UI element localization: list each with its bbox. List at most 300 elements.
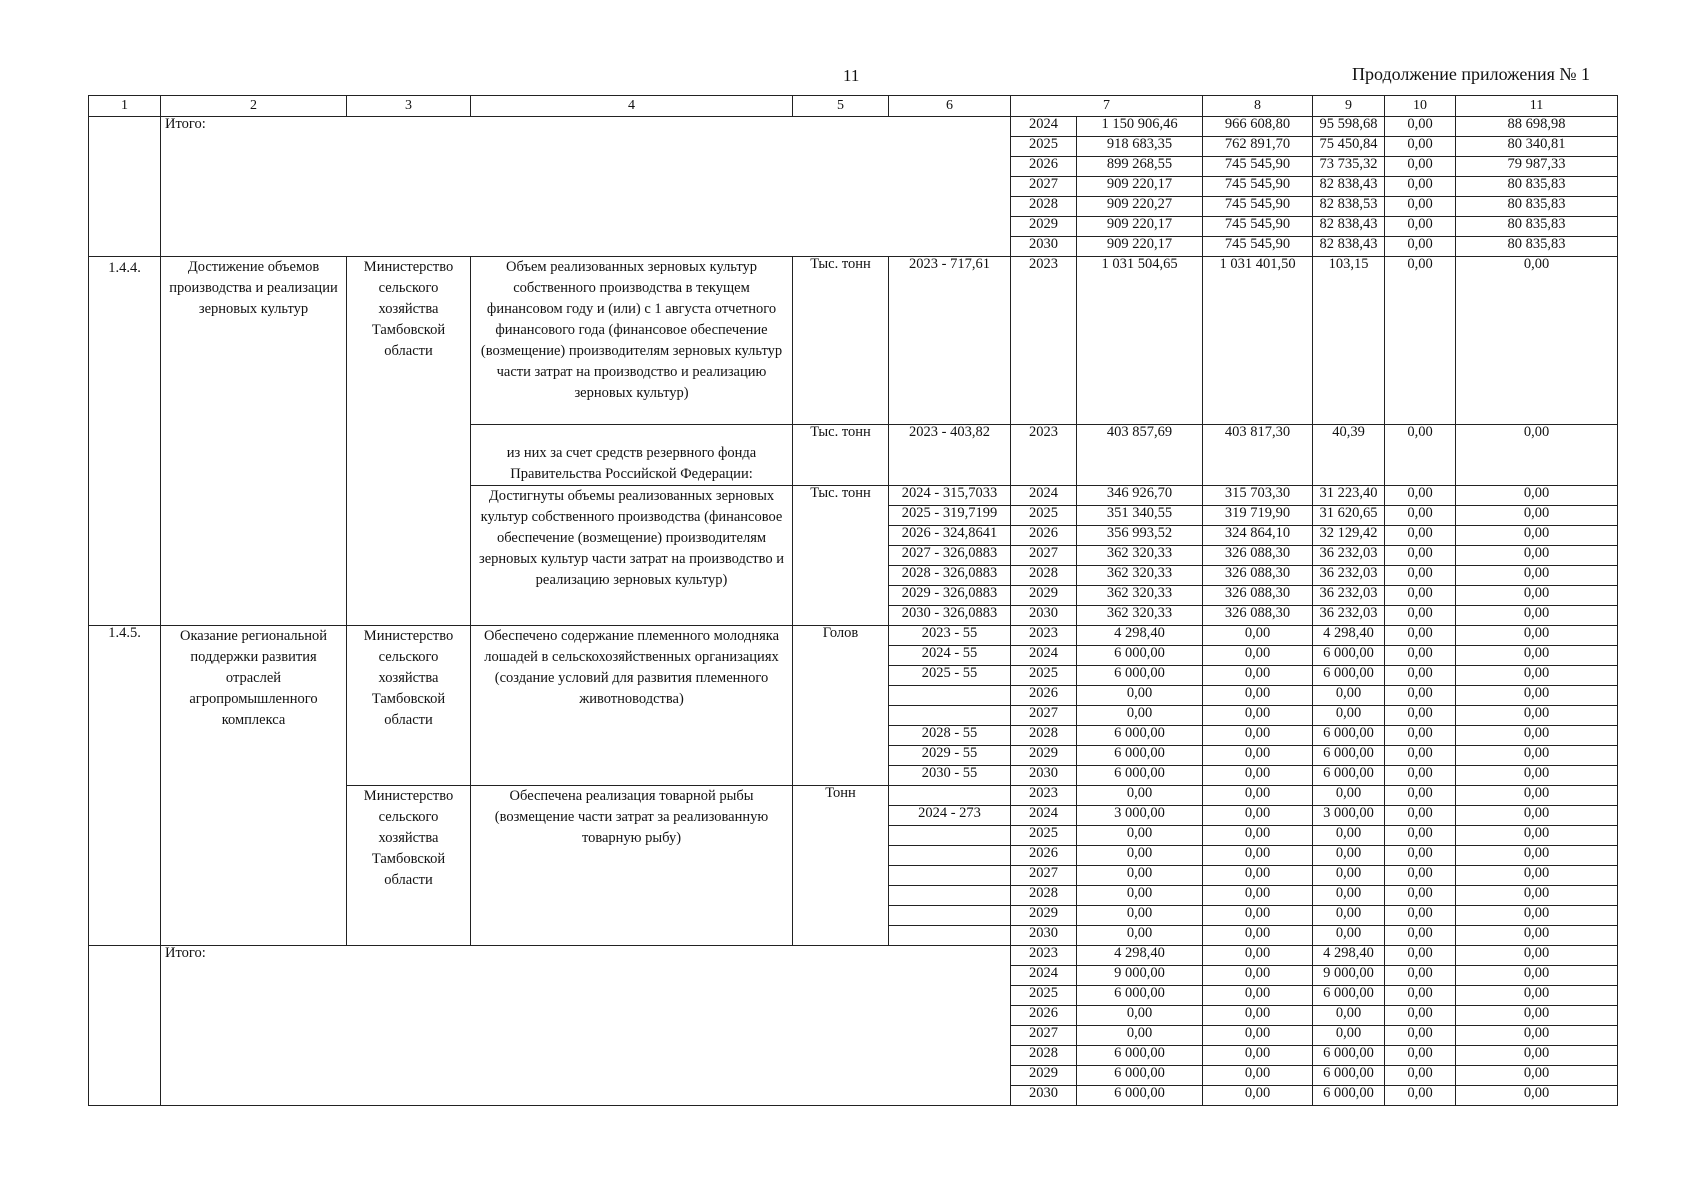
- year-cell: 2023: [1011, 626, 1077, 646]
- total-cell: 1 031 504,65: [1077, 257, 1203, 425]
- unit-cell: Голов: [793, 626, 889, 786]
- indicator-text: Достигнуты объемы реализованных зерновых культур собственного производства (финансовое обеспечение (возмещение) производителям зерновых культур части затрат на производство и реализацию зерновых культур): [471, 486, 793, 626]
- responsible-org: Министерство сельского хозяйства Тамбовской области: [347, 786, 471, 946]
- regional-cell: 0,00: [1313, 1006, 1385, 1026]
- regional-cell: 0,00: [1313, 886, 1385, 906]
- year-cell: 2028: [1011, 566, 1077, 586]
- local-cell: 0,00: [1385, 906, 1456, 926]
- target-cell: [889, 826, 1011, 846]
- regional-cell: 6 000,00: [1313, 646, 1385, 666]
- federal-cell: 0,00: [1203, 846, 1313, 866]
- year-cell: 2026: [1011, 686, 1077, 706]
- column-header: 7: [1011, 96, 1203, 117]
- year-cell: 2029: [1011, 586, 1077, 606]
- year-cell: 2030: [1011, 237, 1077, 257]
- regional-cell: 82 838,53: [1313, 197, 1385, 217]
- table-body: [89, 96, 1618, 1106]
- total-cell: 6 000,00: [1077, 1046, 1203, 1066]
- empty-cell: [89, 117, 161, 257]
- total-cell: 0,00: [1077, 686, 1203, 706]
- target-cell: [889, 866, 1011, 886]
- target-cell: [889, 686, 1011, 706]
- year-cell: 2028: [1011, 1046, 1077, 1066]
- local-cell: 0,00: [1385, 526, 1456, 546]
- local-cell: 0,00: [1385, 586, 1456, 606]
- local-cell: 0,00: [1385, 866, 1456, 886]
- regional-cell: 6 000,00: [1313, 726, 1385, 746]
- target-cell: [889, 926, 1011, 946]
- regional-cell: 6 000,00: [1313, 1066, 1385, 1086]
- target-cell: 2028 - 55: [889, 726, 1011, 746]
- total-cell: 0,00: [1077, 706, 1203, 726]
- year-cell: 2025: [1011, 137, 1077, 157]
- year-cell: 2023: [1011, 946, 1077, 966]
- year-cell: 2025: [1011, 826, 1077, 846]
- target-cell: [889, 886, 1011, 906]
- extra-cell: 0,00: [1456, 566, 1618, 586]
- table-row: [89, 946, 1618, 966]
- federal-cell: 0,00: [1203, 966, 1313, 986]
- federal-cell: 0,00: [1203, 726, 1313, 746]
- unit-cell: Тыс. тонн: [793, 425, 889, 486]
- year-cell: 2026: [1011, 1006, 1077, 1026]
- target-cell: 2024 - 273: [889, 806, 1011, 826]
- regional-cell: 6 000,00: [1313, 766, 1385, 786]
- total-cell: 356 993,52: [1077, 526, 1203, 546]
- extra-cell: 79 987,33: [1456, 157, 1618, 177]
- federal-cell: 745 545,90: [1203, 237, 1313, 257]
- extra-cell: 0,00: [1456, 886, 1618, 906]
- year-cell: 2030: [1011, 926, 1077, 946]
- year-cell: 2029: [1011, 1066, 1077, 1086]
- total-cell: 6 000,00: [1077, 766, 1203, 786]
- total-cell: 6 000,00: [1077, 726, 1203, 746]
- regional-cell: 31 223,40: [1313, 486, 1385, 506]
- unit-cell: Тыс. тонн: [793, 486, 889, 626]
- regional-cell: 3 000,00: [1313, 806, 1385, 826]
- total-cell: 0,00: [1077, 886, 1203, 906]
- regional-cell: 0,00: [1313, 926, 1385, 946]
- federal-cell: 745 545,90: [1203, 157, 1313, 177]
- target-cell: 2029 - 326,0883: [889, 586, 1011, 606]
- year-cell: 2027: [1011, 866, 1077, 886]
- column-header: 8: [1203, 96, 1313, 117]
- extra-cell: 80 835,83: [1456, 217, 1618, 237]
- year-cell: 2028: [1011, 886, 1077, 906]
- column-header: 10: [1385, 96, 1456, 117]
- total-cell: 362 320,33: [1077, 606, 1203, 626]
- target-cell: 2023 - 403,82: [889, 425, 1011, 486]
- federal-cell: 326 088,30: [1203, 546, 1313, 566]
- regional-cell: 36 232,03: [1313, 546, 1385, 566]
- column-header: 5: [793, 96, 889, 117]
- federal-cell: 0,00: [1203, 786, 1313, 806]
- column-header: 1: [89, 96, 161, 117]
- target-cell: 2029 - 55: [889, 746, 1011, 766]
- extra-cell: 0,00: [1456, 966, 1618, 986]
- target-cell: 2025 - 55: [889, 666, 1011, 686]
- total-label: Итого:: [161, 117, 1011, 257]
- year-cell: 2023: [1011, 786, 1077, 806]
- federal-cell: 315 703,30: [1203, 486, 1313, 506]
- total-cell: 4 298,40: [1077, 626, 1203, 646]
- year-cell: 2027: [1011, 706, 1077, 726]
- total-label: Итого:: [161, 946, 1011, 1106]
- extra-cell: 0,00: [1456, 726, 1618, 746]
- regional-cell: 6 000,00: [1313, 666, 1385, 686]
- regional-cell: 6 000,00: [1313, 746, 1385, 766]
- federal-cell: 0,00: [1203, 766, 1313, 786]
- year-cell: 2025: [1011, 666, 1077, 686]
- total-cell: 6 000,00: [1077, 746, 1203, 766]
- local-cell: 0,00: [1385, 177, 1456, 197]
- table-row: [89, 257, 1618, 425]
- federal-cell: 0,00: [1203, 926, 1313, 946]
- local-cell: 0,00: [1385, 886, 1456, 906]
- regional-cell: 0,00: [1313, 686, 1385, 706]
- local-cell: 0,00: [1385, 786, 1456, 806]
- local-cell: 0,00: [1385, 806, 1456, 826]
- target-cell: [889, 846, 1011, 866]
- extra-cell: 0,00: [1456, 606, 1618, 626]
- column-header: 11: [1456, 96, 1618, 117]
- target-cell: 2028 - 326,0883: [889, 566, 1011, 586]
- regional-cell: 36 232,03: [1313, 566, 1385, 586]
- local-cell: 0,00: [1385, 926, 1456, 946]
- year-cell: 2026: [1011, 526, 1077, 546]
- target-cell: 2026 - 324,8641: [889, 526, 1011, 546]
- local-cell: 0,00: [1385, 646, 1456, 666]
- local-cell: 0,00: [1385, 425, 1456, 486]
- federal-cell: 319 719,90: [1203, 506, 1313, 526]
- extra-cell: 0,00: [1456, 826, 1618, 846]
- federal-cell: 0,00: [1203, 686, 1313, 706]
- year-cell: 2027: [1011, 177, 1077, 197]
- total-cell: 6 000,00: [1077, 986, 1203, 1006]
- responsible-org: Министерство сельского хозяйства Тамбовской области: [347, 626, 471, 786]
- federal-cell: 0,00: [1203, 666, 1313, 686]
- regional-cell: 95 598,68: [1313, 117, 1385, 137]
- year-cell: 2024: [1011, 646, 1077, 666]
- extra-cell: 0,00: [1456, 546, 1618, 566]
- local-cell: 0,00: [1385, 157, 1456, 177]
- indicator-text: Обеспечена реализация товарной рыбы (возмещение части затрат за реализованную товарную рыбу): [471, 786, 793, 946]
- year-cell: 2023: [1011, 425, 1077, 486]
- total-cell: 0,00: [1077, 926, 1203, 946]
- federal-cell: 0,00: [1203, 646, 1313, 666]
- total-cell: 346 926,70: [1077, 486, 1203, 506]
- total-cell: 6 000,00: [1077, 1086, 1203, 1106]
- total-cell: 0,00: [1077, 1006, 1203, 1026]
- regional-cell: 36 232,03: [1313, 606, 1385, 626]
- year-cell: 2030: [1011, 606, 1077, 626]
- local-cell: 0,00: [1385, 946, 1456, 966]
- regional-cell: 82 838,43: [1313, 177, 1385, 197]
- year-cell: 2030: [1011, 766, 1077, 786]
- regional-cell: 32 129,42: [1313, 526, 1385, 546]
- responsible-org: Министерство сельского хозяйства Тамбовской области: [347, 257, 471, 626]
- total-cell: 4 298,40: [1077, 946, 1203, 966]
- year-cell: 2025: [1011, 986, 1077, 1006]
- extra-cell: 0,00: [1456, 666, 1618, 686]
- local-cell: 0,00: [1385, 197, 1456, 217]
- extra-cell: 0,00: [1456, 486, 1618, 506]
- extra-cell: 0,00: [1456, 1006, 1618, 1026]
- regional-cell: 0,00: [1313, 1026, 1385, 1046]
- regional-cell: 82 838,43: [1313, 217, 1385, 237]
- local-cell: 0,00: [1385, 1006, 1456, 1026]
- page-number: 11: [843, 66, 860, 85]
- table-row: [89, 96, 1618, 117]
- regional-cell: 31 620,65: [1313, 506, 1385, 526]
- section-name: Оказание региональной поддержки развития отраслей агропромышленного комплекса: [161, 626, 347, 946]
- federal-cell: 745 545,90: [1203, 177, 1313, 197]
- local-cell: 0,00: [1385, 826, 1456, 846]
- extra-cell: 0,00: [1456, 506, 1618, 526]
- extra-cell: 88 698,98: [1456, 117, 1618, 137]
- regional-cell: 6 000,00: [1313, 1086, 1385, 1106]
- regional-cell: 82 838,43: [1313, 237, 1385, 257]
- federal-cell: 403 817,30: [1203, 425, 1313, 486]
- federal-cell: 0,00: [1203, 626, 1313, 646]
- total-cell: 909 220,17: [1077, 177, 1203, 197]
- local-cell: 0,00: [1385, 766, 1456, 786]
- local-cell: 0,00: [1385, 606, 1456, 626]
- total-cell: 899 268,55: [1077, 157, 1203, 177]
- extra-cell: 0,00: [1456, 686, 1618, 706]
- local-cell: 0,00: [1385, 506, 1456, 526]
- extra-cell: 0,00: [1456, 906, 1618, 926]
- regional-cell: 6 000,00: [1313, 986, 1385, 1006]
- unit-cell: Тонн: [793, 786, 889, 946]
- extra-cell: 80 835,83: [1456, 237, 1618, 257]
- federal-cell: 762 891,70: [1203, 137, 1313, 157]
- extra-cell: 0,00: [1456, 626, 1618, 646]
- year-cell: 2029: [1011, 906, 1077, 926]
- local-cell: 0,00: [1385, 486, 1456, 506]
- federal-cell: 745 545,90: [1203, 217, 1313, 237]
- column-header: 2: [161, 96, 347, 117]
- table-row: [89, 117, 1618, 137]
- federal-cell: 0,00: [1203, 706, 1313, 726]
- total-cell: 403 857,69: [1077, 425, 1203, 486]
- target-cell: 2023 - 55: [889, 626, 1011, 646]
- local-cell: 0,00: [1385, 1026, 1456, 1046]
- extra-cell: 0,00: [1456, 746, 1618, 766]
- extra-cell: 0,00: [1456, 706, 1618, 726]
- regional-cell: 36 232,03: [1313, 586, 1385, 606]
- local-cell: 0,00: [1385, 137, 1456, 157]
- column-header: 9: [1313, 96, 1385, 117]
- year-cell: 2027: [1011, 1026, 1077, 1046]
- regional-cell: 0,00: [1313, 826, 1385, 846]
- year-cell: 2029: [1011, 746, 1077, 766]
- local-cell: 0,00: [1385, 746, 1456, 766]
- total-cell: 0,00: [1077, 1026, 1203, 1046]
- total-cell: 362 320,33: [1077, 546, 1203, 566]
- year-cell: 2024: [1011, 966, 1077, 986]
- federal-cell: 0,00: [1203, 886, 1313, 906]
- federal-cell: 0,00: [1203, 1026, 1313, 1046]
- year-cell: 2030: [1011, 1086, 1077, 1106]
- year-cell: 2026: [1011, 157, 1077, 177]
- regional-cell: 4 298,40: [1313, 946, 1385, 966]
- extra-cell: 0,00: [1456, 846, 1618, 866]
- total-cell: 0,00: [1077, 786, 1203, 806]
- federal-cell: 0,00: [1203, 1046, 1313, 1066]
- local-cell: 0,00: [1385, 257, 1456, 425]
- total-cell: 0,00: [1077, 846, 1203, 866]
- extra-cell: 0,00: [1456, 526, 1618, 546]
- extra-cell: 0,00: [1456, 257, 1618, 425]
- regional-cell: 9 000,00: [1313, 966, 1385, 986]
- local-cell: 0,00: [1385, 846, 1456, 866]
- local-cell: 0,00: [1385, 237, 1456, 257]
- regional-cell: 0,00: [1313, 866, 1385, 886]
- federal-cell: 0,00: [1203, 1086, 1313, 1106]
- federal-cell: 0,00: [1203, 1066, 1313, 1086]
- federal-cell: 0,00: [1203, 866, 1313, 886]
- year-cell: 2024: [1011, 117, 1077, 137]
- federal-cell: 0,00: [1203, 986, 1313, 1006]
- federal-cell: 324 864,10: [1203, 526, 1313, 546]
- year-cell: 2028: [1011, 197, 1077, 217]
- extra-cell: 0,00: [1456, 786, 1618, 806]
- federal-cell: 0,00: [1203, 826, 1313, 846]
- year-cell: 2028: [1011, 726, 1077, 746]
- local-cell: 0,00: [1385, 686, 1456, 706]
- federal-cell: 0,00: [1203, 806, 1313, 826]
- column-header: 4: [471, 96, 793, 117]
- local-cell: 0,00: [1385, 986, 1456, 1006]
- local-cell: 0,00: [1385, 966, 1456, 986]
- target-cell: 2024 - 55: [889, 646, 1011, 666]
- empty-cell: [89, 946, 161, 1106]
- local-cell: 0,00: [1385, 566, 1456, 586]
- local-cell: 0,00: [1385, 1066, 1456, 1086]
- extra-cell: 0,00: [1456, 1066, 1618, 1086]
- regional-cell: 6 000,00: [1313, 1046, 1385, 1066]
- federal-cell: 0,00: [1203, 1006, 1313, 1026]
- total-cell: 0,00: [1077, 906, 1203, 926]
- year-cell: 2023: [1011, 257, 1077, 425]
- total-cell: 6 000,00: [1077, 646, 1203, 666]
- target-cell: [889, 906, 1011, 926]
- year-cell: 2029: [1011, 217, 1077, 237]
- total-cell: 909 220,17: [1077, 217, 1203, 237]
- total-cell: 909 220,27: [1077, 197, 1203, 217]
- year-cell: 2024: [1011, 806, 1077, 826]
- extra-cell: 0,00: [1456, 1046, 1618, 1066]
- local-cell: 0,00: [1385, 726, 1456, 746]
- total-cell: 0,00: [1077, 826, 1203, 846]
- federal-cell: 326 088,30: [1203, 606, 1313, 626]
- section-number: 1.4.4.: [89, 257, 161, 626]
- total-cell: 362 320,33: [1077, 566, 1203, 586]
- target-cell: [889, 706, 1011, 726]
- regional-cell: 0,00: [1313, 706, 1385, 726]
- regional-cell: 40,39: [1313, 425, 1385, 486]
- budget-table: [88, 95, 1618, 1106]
- total-cell: 351 340,55: [1077, 506, 1203, 526]
- regional-cell: 0,00: [1313, 846, 1385, 866]
- indicator-text: Обеспечено содержание племенного молодняка лошадей в сельскохозяйственных организациях (создание условий для развития племенного животноводства): [471, 626, 793, 786]
- extra-cell: 0,00: [1456, 926, 1618, 946]
- local-cell: 0,00: [1385, 217, 1456, 237]
- federal-cell: 966 608,80: [1203, 117, 1313, 137]
- local-cell: 0,00: [1385, 1046, 1456, 1066]
- extra-cell: 80 835,83: [1456, 197, 1618, 217]
- total-cell: 1 150 906,46: [1077, 117, 1203, 137]
- extra-cell: 0,00: [1456, 586, 1618, 606]
- federal-cell: 0,00: [1203, 746, 1313, 766]
- extra-cell: 0,00: [1456, 866, 1618, 886]
- federal-cell: 0,00: [1203, 946, 1313, 966]
- year-cell: 2024: [1011, 486, 1077, 506]
- extra-cell: 0,00: [1456, 646, 1618, 666]
- federal-cell: 0,00: [1203, 906, 1313, 926]
- unit-cell: Тыс. тонн: [793, 257, 889, 425]
- indicator-text: из них за счет средств резервного фонда Правительства Российской Федерации:: [471, 425, 793, 486]
- local-cell: 0,00: [1385, 546, 1456, 566]
- extra-cell: 0,00: [1456, 946, 1618, 966]
- federal-cell: 745 545,90: [1203, 197, 1313, 217]
- total-cell: 362 320,33: [1077, 586, 1203, 606]
- section-number: 1.4.5.: [89, 626, 161, 946]
- local-cell: 0,00: [1385, 706, 1456, 726]
- extra-cell: 80 835,83: [1456, 177, 1618, 197]
- regional-cell: 4 298,40: [1313, 626, 1385, 646]
- year-cell: 2025: [1011, 506, 1077, 526]
- target-cell: 2027 - 326,0883: [889, 546, 1011, 566]
- target-cell: 2030 - 55: [889, 766, 1011, 786]
- target-cell: 2024 - 315,7033: [889, 486, 1011, 506]
- regional-cell: 0,00: [1313, 906, 1385, 926]
- federal-cell: 326 088,30: [1203, 566, 1313, 586]
- extra-cell: 0,00: [1456, 1026, 1618, 1046]
- target-cell: [889, 786, 1011, 806]
- local-cell: 0,00: [1385, 1086, 1456, 1106]
- indicator-text: Объем реализованных зерновых культур собственного производства в текущем финансовом году и (или) с 1 августа отчетного финансового года (финансовое обеспечение (возмещение) производителям зерновых культур части затрат на производство и реализацию зерновых культур): [471, 257, 793, 425]
- federal-cell: 326 088,30: [1203, 586, 1313, 606]
- column-header: 6: [889, 96, 1011, 117]
- extra-cell: 80 340,81: [1456, 137, 1618, 157]
- extra-cell: 0,00: [1456, 766, 1618, 786]
- local-cell: 0,00: [1385, 666, 1456, 686]
- total-cell: 6 000,00: [1077, 666, 1203, 686]
- regional-cell: 0,00: [1313, 786, 1385, 806]
- target-cell: 2023 - 717,61: [889, 257, 1011, 425]
- year-cell: 2026: [1011, 846, 1077, 866]
- target-cell: 2025 - 319,7199: [889, 506, 1011, 526]
- total-cell: 918 683,35: [1077, 137, 1203, 157]
- year-cell: 2027: [1011, 546, 1077, 566]
- total-cell: 3 000,00: [1077, 806, 1203, 826]
- table-row: [89, 626, 1618, 646]
- total-cell: 6 000,00: [1077, 1066, 1203, 1086]
- regional-cell: 103,15: [1313, 257, 1385, 425]
- target-cell: 2030 - 326,0883: [889, 606, 1011, 626]
- regional-cell: 73 735,32: [1313, 157, 1385, 177]
- federal-cell: 1 031 401,50: [1203, 257, 1313, 425]
- extra-cell: 0,00: [1456, 986, 1618, 1006]
- continuation-note: Продолжение приложения № 1: [1352, 64, 1591, 84]
- section-name: Достижение объемов производства и реализации зерновых культур: [161, 257, 347, 626]
- local-cell: 0,00: [1385, 626, 1456, 646]
- extra-cell: 0,00: [1456, 1086, 1618, 1106]
- extra-cell: 0,00: [1456, 425, 1618, 486]
- local-cell: 0,00: [1385, 117, 1456, 137]
